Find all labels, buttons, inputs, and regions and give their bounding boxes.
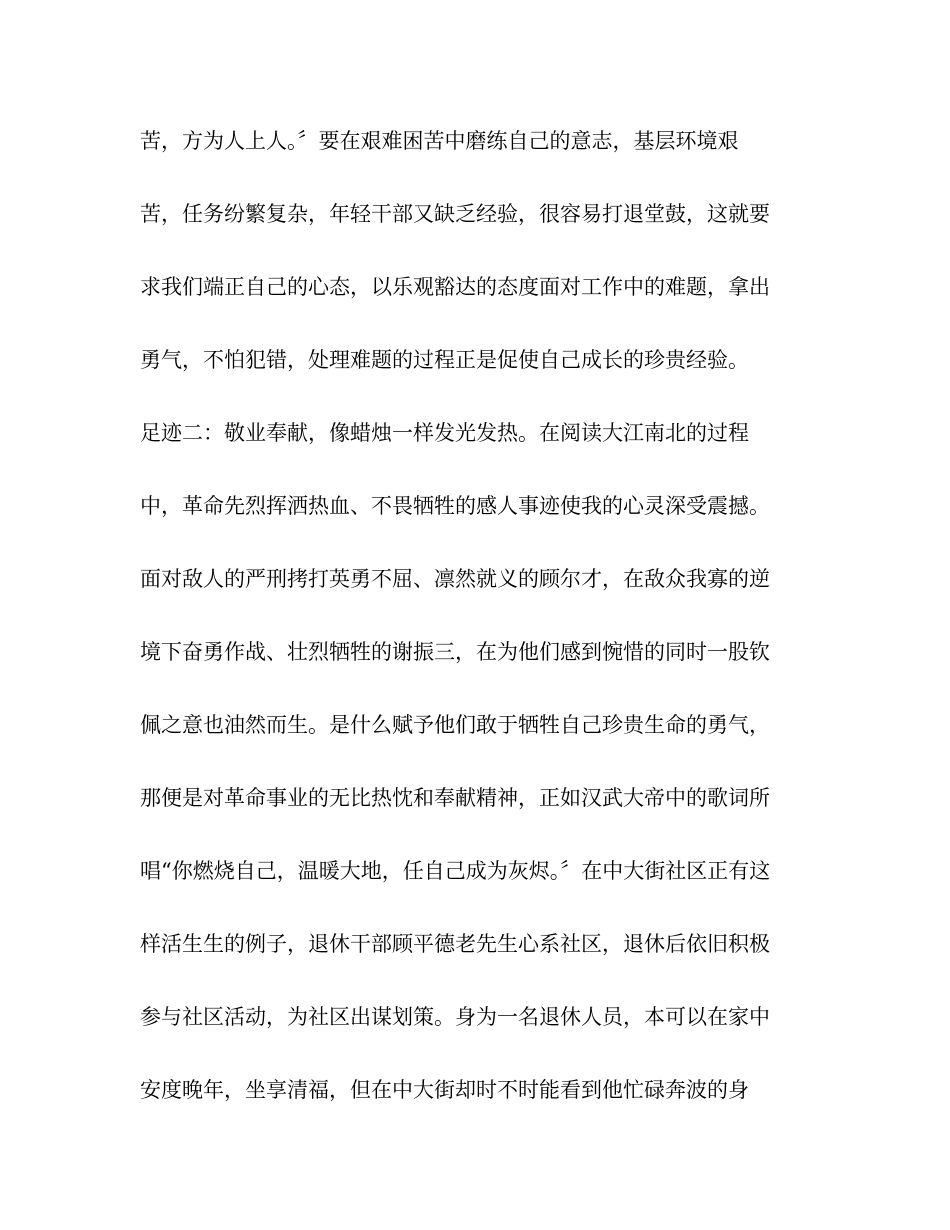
text-line: 勇气，不怕犯错，处理难题的过程正是促使自己成长的珍贵经验。 xyxy=(140,348,749,372)
text-line: 佩之意也油然而生。是什么赋予他们敢于牺牲自己珍贵生命的勇气， xyxy=(140,713,770,737)
text-line: 面对敌人的严刑拷打英勇不屈、凛然就义的顾尔才，在敌众我寡的逆 xyxy=(140,567,770,591)
text-line: 境下奋勇作战、壮烈牺牲的谢振三，在为他们感到惋惜的同时一股钦 xyxy=(140,640,770,664)
text-line: 那便是对革命事业的无比热忱和奉献精神，正如汉武大帝中的歌词所 xyxy=(140,786,770,810)
text-line: 苦，任务纷繁复杂，年轻干部又缺乏经验，很容易打退堂鼓，这就要 xyxy=(140,202,770,226)
text-line: 安度晚年，坐享清福，但在中大街却时不时能看到他忙碌奔波的身 xyxy=(140,1078,749,1102)
text-line: 唱“你燃烧自己，温暖大地，任自己成为灰烬。〞在中大街社区正有这 xyxy=(140,859,771,883)
text-line: 苦，方为人上人。〞要在艰难困苦中磨练自己的意志，基层环境艰 xyxy=(140,129,739,153)
text-line: 样活生生的例子，退休干部顾平德老先生心系社区，退休后依旧积极 xyxy=(140,932,770,956)
text-line: 中，革命先烈挥洒热血、不畏牺牲的感人事迹使我的心灵深受震撼。 xyxy=(140,494,770,518)
text-line: 求我们端正自己的心态，以乐观豁达的态度面对工作中的难题，拿出 xyxy=(140,275,770,299)
text-line: 足迹二：敬业奉献，像蜡烛一样发光发热。在阅读大江南北的过程 xyxy=(140,421,749,445)
text-line: 参与社区活动，为社区出谋划策。身为一名退休人员，本可以在家中 xyxy=(140,1005,770,1029)
